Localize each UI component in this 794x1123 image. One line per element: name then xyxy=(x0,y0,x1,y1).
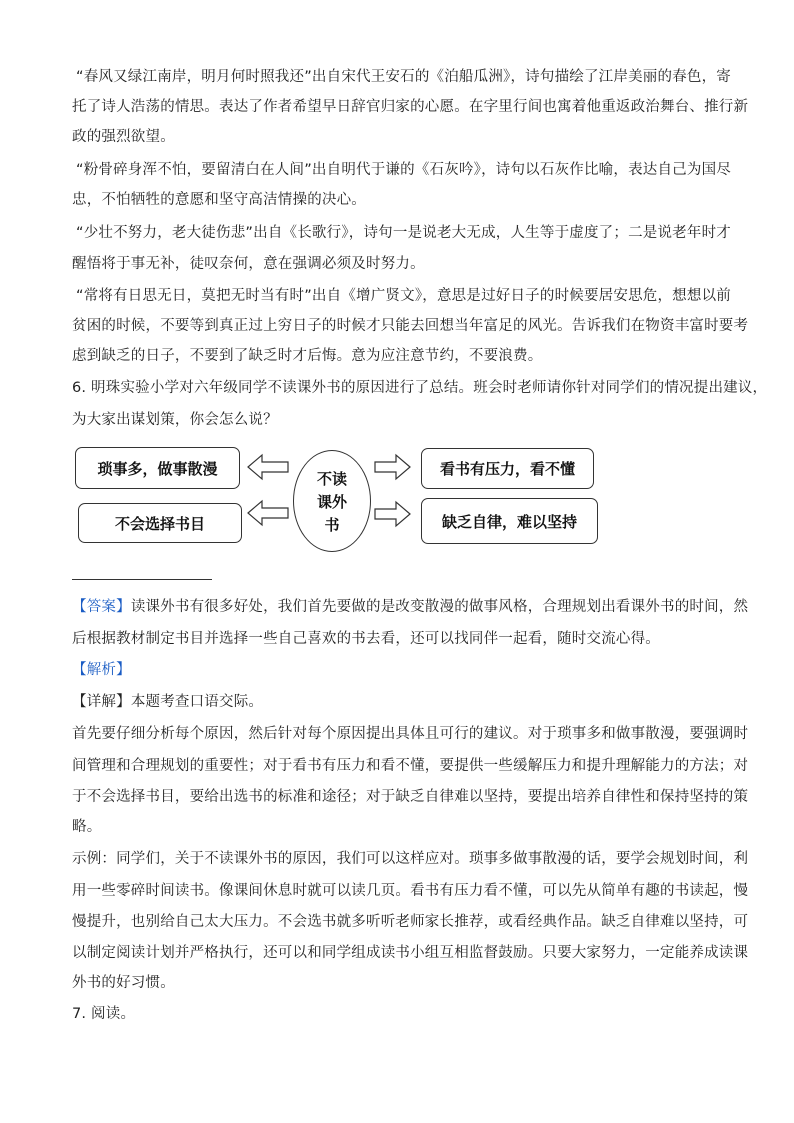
example-line-2: 用一些零碎时间读书。像课间休息时就可以读几页。看书有压力看不懂，可以先从简单有趣的书读起，慢 xyxy=(72,883,749,899)
poem-explanation-1-line-1: “春风又绿江南岸，明月何时照我还”出自宋代王安石的《泊船瓜洲》，诗句描绘了江岸美丽的春色，寄 xyxy=(76,69,731,85)
poem-explanation-1-line-2: 托了诗人浩荡的情思。表达了作者希望早日辞官归家的心愿。在字里行间也寓着他重返政治舞台、推行新 xyxy=(72,99,749,115)
analysis-body-line-2: 间管理和合理规划的重要性；对于看书有压力和看不懂，要提供一些缓解压力和提升理解能力的方法；对 xyxy=(72,758,749,774)
poem-explanation-4-line-3: 虑到缺乏的日子，不要到了缺乏时才后悔。意为应注意节约，不要浪费。 xyxy=(72,348,543,364)
detail-text: 本题考查口语交际。 xyxy=(130,694,264,710)
example-line-5: 外书的好习惯。 xyxy=(72,975,175,991)
reason-box-pressure: 看书有压力，看不懂 xyxy=(421,448,594,489)
arrow-left-bottom-icon xyxy=(248,501,288,525)
center-oval xyxy=(293,450,371,552)
poem-explanation-4-line-2: 贫困的时候，不要等到真正过上穷日子的时候才只能去回想当年富足的风光。告诉我们在物资丰富时要考 xyxy=(72,318,749,334)
arrow-right-bottom-icon xyxy=(375,502,410,526)
reason-box-self-discipline: 缺乏自律，难以坚持 xyxy=(421,498,598,544)
detail-line xyxy=(72,692,263,712)
reason-box-book-selection: 不会选择书目 xyxy=(78,503,242,543)
answer-line-1 xyxy=(72,597,748,617)
poem-explanation-1-line-3: 政的强烈欲望。 xyxy=(72,129,175,145)
question-6-line-1: 6. 明珠实验小学对六年级同学不读课外书的原因进行了总结。班会时老师请你针对同学们的情况提出建议， xyxy=(72,380,768,396)
arrow-right-top-icon xyxy=(375,455,410,479)
poem-explanation-2-line-1: “粉骨碎身浑不怕，要留清白在人间”出自明代于谦的《石灰吟》，诗句以石灰作比喻，表达自己为国尽 xyxy=(76,162,731,178)
center-text-line-3: 书 xyxy=(324,516,340,534)
center-text-line-2: 课外 xyxy=(316,493,347,511)
example-line-4: 以制定阅读计划并严格执行，还可以和同学组成读书小组互相监督鼓励。只要大家努力，一定能养成读课 xyxy=(72,945,749,961)
reason-box-chores: 琐事多，做事散漫 xyxy=(75,447,240,489)
center-text-line-1: 不读 xyxy=(316,470,347,488)
arrow-left-top-icon xyxy=(248,455,288,479)
analysis-body-line-3: 于不会选择书目，要给出选书的标准和途径；对于缺乏自律难以坚持，要提出培养自律性和保持坚持的策 xyxy=(72,789,749,805)
answer-text-1: 读课外书有很多好处，我们首先要做的是改变散漫的做事风格，合理规划出看课外书的时间，然 xyxy=(130,599,749,615)
poem-explanation-2-line-2: 忠，不怕牺牲的意愿和坚守高洁情操的决心。 xyxy=(72,192,366,208)
example-line-1: 示例：同学们，关于不读课外书的原因，我们可以这样应对。琐事多做事散漫的话，要学会规划时间，利 xyxy=(72,851,749,867)
detail-tag: 【详解】 xyxy=(72,694,131,710)
example-line-3: 慢提升，也别给自己太大压力。不会选书就多听听老师家长推荐，或看经典作品。缺乏自律难以坚持，可 xyxy=(72,914,749,930)
poem-explanation-3-line-1: “少壮不努力，老大徒伤悲”出自《长歌行》，诗句一是说老大无成，人生等于虚度了；二是说老年时才 xyxy=(76,225,731,241)
separator-line xyxy=(72,579,212,580)
poem-explanation-3-line-2: 醒悟将于事无补，徒叹奈何，意在强调必须及时努力。 xyxy=(72,256,425,272)
question-7: 7. 阅读。 xyxy=(72,1006,136,1022)
analysis-body-line-1: 首先要仔细分析每个原因，然后针对每个原因提出具体且可行的建议。对于琐事多和做事散漫，要强调时 xyxy=(72,726,749,742)
analysis-tag: 【解析】 xyxy=(72,662,131,678)
answer-tag: 【答案】 xyxy=(72,599,131,615)
question-6-line-2: 为大家出谋划策，你会怎么说？ xyxy=(72,412,278,428)
poem-explanation-4-line-1: “常将有日思无日，莫把无时当有时”出自《增广贤文》，意思是过好日子的时候要居安思危，想想以前 xyxy=(76,288,731,304)
answer-line-2: 后根据教材制定书目并选择一些自己喜欢的书去看，还可以找同伴一起看，随时交流心得。 xyxy=(72,631,660,647)
analysis-body-line-4: 略。 xyxy=(72,819,102,835)
